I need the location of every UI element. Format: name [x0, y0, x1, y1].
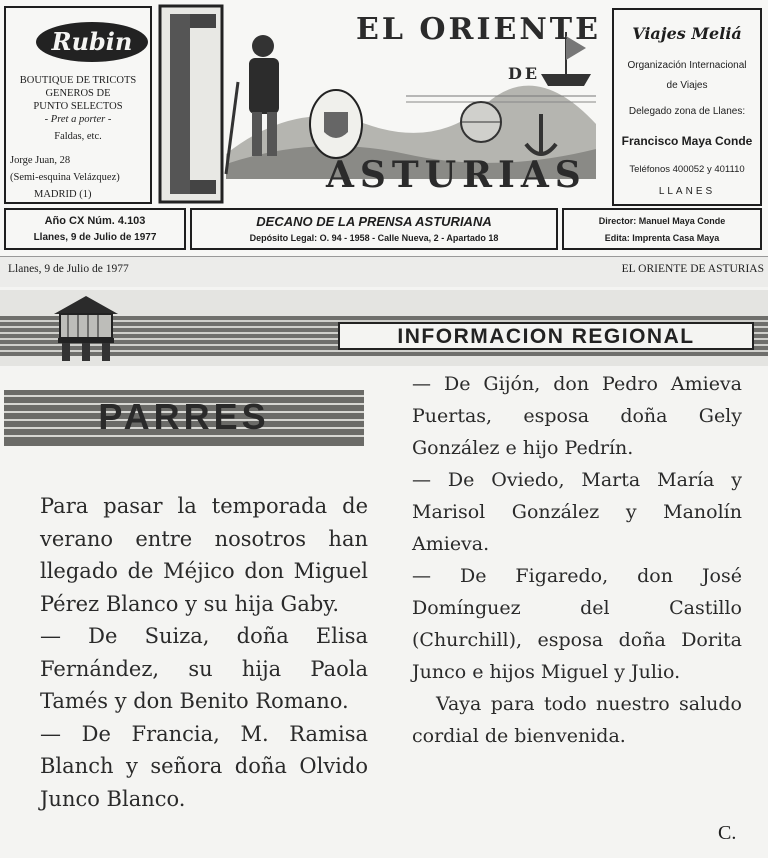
- section-banner: [0, 290, 768, 366]
- masthead-title-block: [156, 4, 606, 208]
- director-name: Director: Manuel Maya Conde: [598, 216, 726, 226]
- left-ad-line: GENEROS DE: [45, 88, 111, 99]
- left-ad-line: BOUTIQUE DE TRICOTS: [19, 75, 137, 86]
- motto-box: [190, 208, 558, 250]
- address-line: MADRID (1): [34, 189, 92, 200]
- paragraph: Vaya para todo nuestro saludo cordial de bienvenida.: [412, 693, 742, 747]
- legal-deposit: Depósito Legal: O. 94 - 1958 - Calle Nueva, 2 - Apartado 18: [249, 233, 499, 243]
- paragraph: — De Oviedo, Marta María y Marisol González y Manolín Amieva.: [412, 469, 742, 555]
- right-ad-lines: [614, 56, 760, 122]
- printer-name: Edita: Imprenta Casa Maya: [604, 233, 720, 243]
- issue-date: Llanes, 9 de Julio de 1977: [33, 232, 157, 243]
- issue-box: [4, 208, 186, 250]
- left-ad-line: PUNTO SELECTOS: [33, 101, 123, 112]
- article-heading: PARRES: [98, 396, 270, 437]
- rubin-logo: Rubin: [36, 22, 148, 62]
- article: [0, 366, 768, 858]
- section-title: INFORMACION REGIONAL: [397, 325, 695, 348]
- issue-number: Año CX Núm. 4.103: [44, 215, 146, 227]
- title-el-oriente: EL ORIENTE: [356, 12, 601, 47]
- left-ad-lines: [6, 74, 150, 143]
- title-de: DE: [508, 64, 541, 83]
- article-column-1: [40, 490, 368, 815]
- running-head-date: Llanes, 9 de Julio de 1977: [8, 263, 129, 275]
- paragraph: — De Francia, M. Ramisa Blanch y señora doña Olvido Junco Blanco.: [40, 721, 368, 811]
- right-advertisement: [612, 8, 762, 206]
- running-head-paper: EL ORIENTE DE ASTURIAS: [621, 263, 764, 275]
- info-bar: [4, 208, 762, 252]
- right-ad-line: Organización Internacional: [627, 60, 747, 71]
- paragraph: — De Figaredo, don José Domínguez del Castillo (Churchill), esposa doña Dorita Junco e hijos Miguel y Julio.: [412, 565, 742, 683]
- left-ad-address: [10, 154, 150, 201]
- title-asturias: ASTURIAS: [326, 154, 587, 196]
- left-ad-line: - Pret a porter -: [44, 114, 112, 125]
- newspaper-motto: DECANO DE LA PRENSA ASTURIANA: [256, 214, 492, 229]
- right-ad-line: de Viajes: [666, 80, 708, 91]
- address-line: Jorge Juan, 28: [10, 155, 71, 166]
- editor-box: [562, 208, 762, 250]
- paragraph: Para pasar la temporada de verano entre nosotros han llegado de Méjico don Miguel Pérez Blanco y su hija Gaby.: [40, 494, 368, 616]
- horreo-icon: [48, 292, 124, 368]
- phone-numbers: Teléfonos 400052 y 401110: [629, 164, 745, 175]
- right-ad-line: Delegado zona de Llanes:: [628, 106, 746, 117]
- town-name: LLANES: [658, 186, 716, 197]
- left-advertisement: [4, 6, 152, 204]
- paragraph: — De Suiza, doña Elisa Fernández, su hija Paola Tamés y don Benito Romano.: [40, 624, 368, 713]
- article-signature: C.: [718, 822, 737, 844]
- left-ad-line: Faldas, etc.: [54, 131, 102, 142]
- article-heading-banner: [4, 390, 364, 446]
- masthead: [0, 0, 768, 256]
- running-head: [0, 256, 768, 287]
- section-title-box: [338, 322, 754, 350]
- article-column-2: [412, 368, 742, 752]
- viajes-melia-logo: Viajes Meliá: [632, 24, 742, 43]
- paragraph: — De Gijón, don Pedro Amieva Puertas, esposa doña Gely González e hijo Pedrín.: [412, 373, 742, 459]
- address-line: (Semi-esquina Velázquez): [10, 172, 120, 183]
- delegate-name: Francisco Maya Conde: [621, 134, 753, 148]
